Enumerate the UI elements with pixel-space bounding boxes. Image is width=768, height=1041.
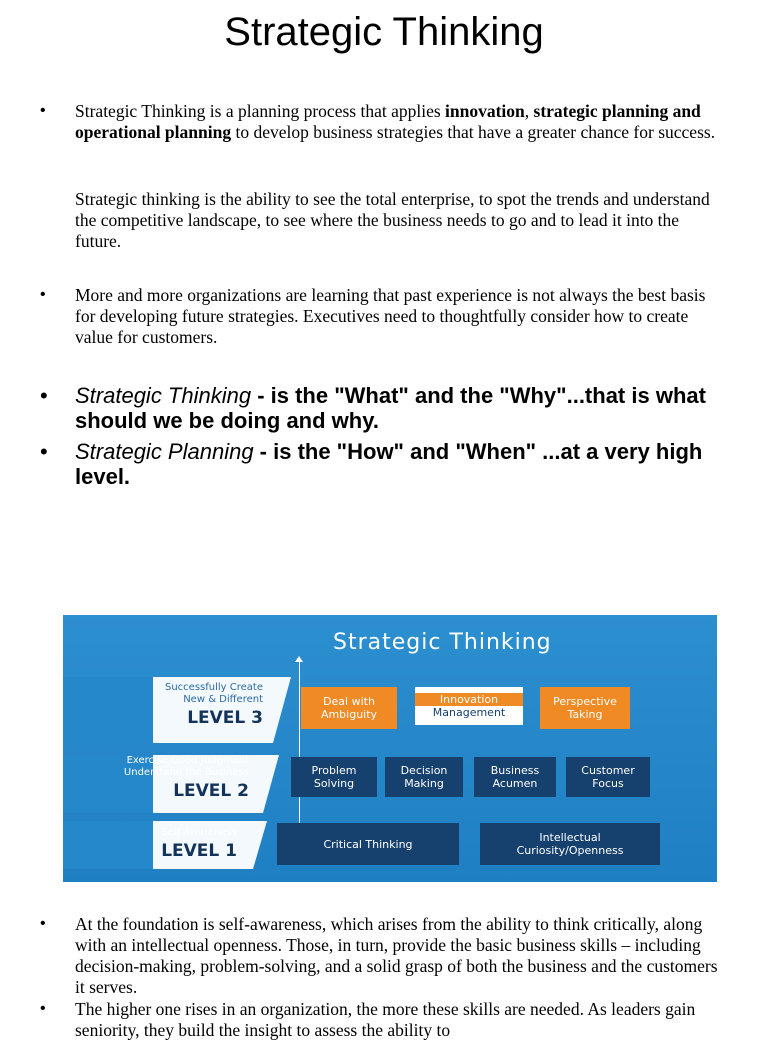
box-decision-making: Decision Making <box>385 757 463 797</box>
box-perspective-taking: Perspective Taking <box>540 687 630 729</box>
bullet: • <box>40 915 46 932</box>
p1-text-1: Strategic Thinking is a planning process that applies <box>75 101 446 121</box>
paragraph-strategic-thinking-what-why <box>75 383 725 433</box>
paragraph-foundation: At the foundation is self-awareness, which arises from the ability to think critically, along with an intellectual openness. Those, in turn, provide the basic business skills – including decision-making, problem-solving, and a solid grasp of both the business and the customers it serves. <box>75 914 718 997</box>
paragraph-higher-rises: The higher one rises in an organization, the more these skills are needed. As leaders gain seniority, they build the insight to assess the ability to <box>75 999 696 1040</box>
paragraph-ability: Strategic thinking is the ability to see the total enterprise, to spot the trends and understand the competitive landscape, to see where the business needs to go and to lead it into the future. <box>75 189 710 251</box>
page-title: Strategic Thinking <box>224 10 544 54</box>
p4-rest: - is the "What" and the "Why"...that is what should we be doing and why. <box>75 383 706 433</box>
level-1-name: LEVEL 1 <box>161 841 237 861</box>
box-intellectual-curiosity: Intellectual Curiosity/Openness <box>480 823 660 865</box>
box-business-acumen: Business Acumen <box>474 757 556 797</box>
level-2-name: LEVEL 2 <box>173 781 249 801</box>
axis-arrow-icon <box>295 656 303 662</box>
paragraph-strategic-planning-how-when <box>75 439 725 489</box>
strategic-thinking-graphic <box>63 615 717 882</box>
box-deal-with-ambiguity: Deal with Ambiguity <box>301 687 397 729</box>
level-2-caption: Exercise Good Judgment Understand the Business <box>123 755 249 778</box>
p5-rest: - is the "How" and "When" ...at a very high level. <box>75 439 703 489</box>
bullet: • <box>40 383 48 408</box>
bullet: • <box>40 102 46 119</box>
bullet: • <box>40 439 48 464</box>
box-critical-thinking: Critical Thinking <box>277 823 459 865</box>
box-innovation-management <box>415 687 523 725</box>
p1-text-3: to develop business strategies that have a greater chance for success. <box>231 122 716 142</box>
bullet: • <box>40 1000 46 1017</box>
level-3-name: LEVEL 3 <box>187 708 263 728</box>
box-problem-solving: Problem Solving <box>291 757 377 797</box>
level-3-caption: Successfully Create New & Different <box>165 682 263 705</box>
paragraph-definition <box>75 101 725 143</box>
paragraph-organizations: More and more organizations are learning that past experience is not always the best basis for developing future strategies. Executives need to thoughtfully consider how to create value for customers. <box>75 285 706 347</box>
bullet: • <box>40 286 46 303</box>
term-strategic-planning: Strategic Planning <box>75 439 254 464</box>
level-1-caption: Self Awareness <box>161 827 237 838</box>
p1-text-2: , <box>524 101 534 121</box>
box-customer-focus: Customer Focus <box>566 757 650 797</box>
p1-bold-planning: strategic planning and operational planning <box>75 101 701 142</box>
box-innovation-label: Innovation <box>415 693 523 706</box>
term-strategic-thinking: Strategic Thinking <box>75 383 252 408</box>
box-management-label: Management <box>432 706 506 719</box>
p1-bold-innovation: innovation <box>445 101 525 121</box>
graphic-title: Strategic Thinking <box>333 630 552 655</box>
